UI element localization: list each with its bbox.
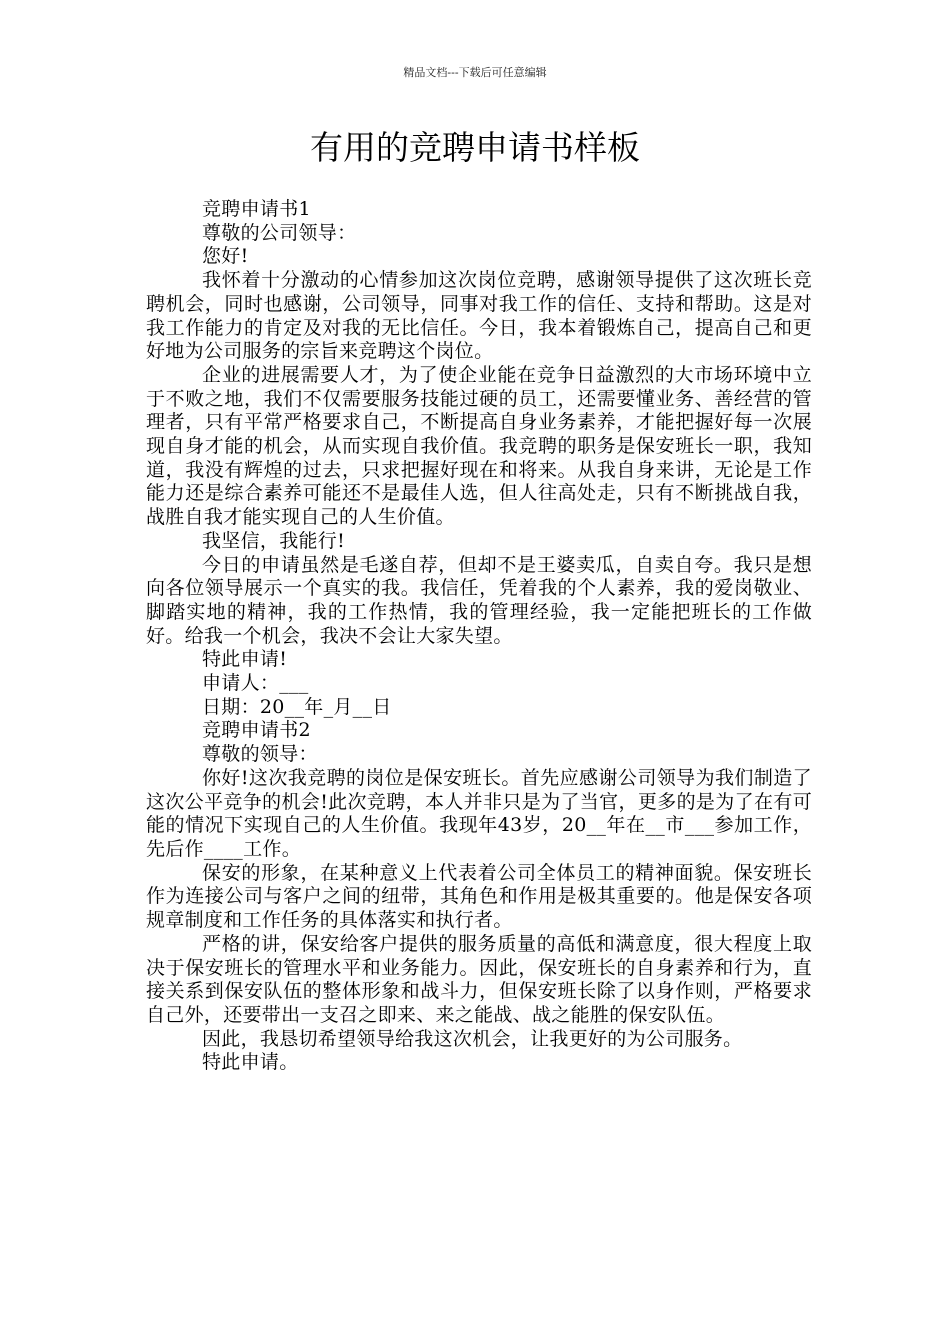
salutation: 尊敬的公司领导： [202,221,357,244]
greeting: 您好! [202,245,249,268]
body-paragraph: 保安的形象，在某种意义上代表着公司全体员工的精神面貌。保安班长作为连接公司与客户之间的纽带，其角色和作用是极其重要的。他是保安各项规章制度和工作任务的具体落实和执行者。 [146,861,812,932]
body-paragraph: 因此，我恳切希望领导给我这次机会，让我更好的为公司服务。 [202,1027,743,1050]
document-title: 有用的竞聘申请书样板 [310,128,640,167]
closing-line: 特此申请! [202,648,288,671]
applicant-line: 申请人：___ [202,672,309,695]
body-paragraph: 你好!这次我竞聘的岗位是保安班长。首先应感谢公司领导为我们制造了这次公平竞争的机会!此次竞聘，本人并非只是为了当官，更多的是为了在有可能的情况下实现自己的人生价值。我现年43岁，20__年在__市___参加工作，先后作____工作。 [146,766,812,860]
section-heading-2: 竞聘申请书2 [202,719,311,742]
closing-line: 特此申请。 [202,1051,299,1074]
body-paragraph: 严格的讲，保安给客户提供的服务质量的高低和满意度，很大程度上取决于保安班长的管理水平和业务能力。因此，保安班长的自身素养和行为，直接关系到保安队伍的整体形象和战斗力，但保安班长除了以身作则，严格要求自己外，还要带出一支召之即来、来之能战、战之能胜的保安队伍。 [146,932,812,1026]
section-heading-1: 竞聘申请书1 [202,198,311,220]
body-paragraph: 企业的进展需要人才，为了使企业能在竞争日益激烈的大市场环境中立于不败之地，我们不仅需要服务技能过硬的员工，还需要懂业务、善经营的管理者，只有平常严格要求自己，不断提高自身业务素养，才能把握好每一次展现自身才能的机会，从而实现自我价值。我竞聘的职务是保安班长一职，我知道，我没有辉煌的过去，只求把握好现在和将来。从我自身来讲，无论是工作能力还是综合素养可能还不是最佳人选，但人往高处走，只有不断挑战自我，战胜自我才能实现自己的人生价值。 [146,363,812,529]
document-body [146,198,812,1075]
body-paragraph: 我怀着十分激动的心情参加这次岗位竞聘，感谢领导提供了这次班长竞聘机会，同时也感谢，公司领导，同事对我工作的信任、支持和帮助。这是对我工作能力的肯定及对我的无比信任。今日，我本着锻炼自己，提高自己和更好地为公司服务的宗旨来竞聘这个岗位。 [146,269,812,363]
salutation: 尊敬的领导： [202,743,318,766]
header-note: 精品文档---下载后可任意编辑 [403,66,547,79]
body-paragraph: 我坚信，我能行! [202,529,346,552]
body-paragraph: 今日的申请虽然是毛遂自荐，但却不是王婆卖瓜，自卖自夸。我只是想向各位领导展示一个真实的我。我信任，凭着我的个人素养，我的爱岗敬业、脚踏实地的精神，我的工作热情，我的管理经验，我一定能把班长的工作做好。给我一个机会，我决不会让大家失望。 [146,553,812,647]
date-line: 日期：20__年_月__日 [202,695,392,718]
